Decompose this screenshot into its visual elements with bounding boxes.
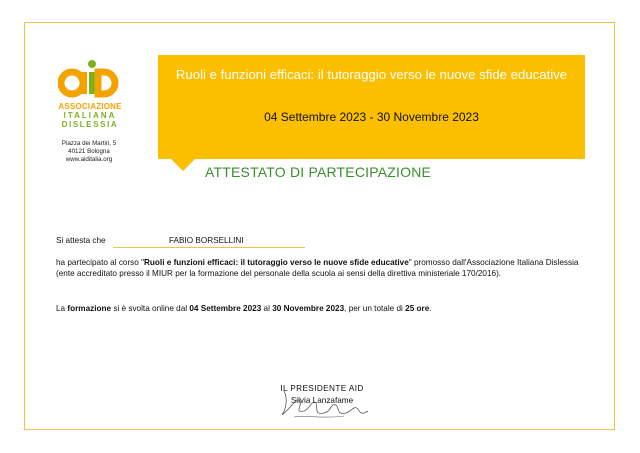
aid-logo [52,57,128,129]
banner-course-title: Ruoli e funzioni efficaci: il tutoraggio verso le nuove sfide educative [175,67,568,82]
p2-formazione: formazione [67,304,112,313]
p2-start-date: 04 Settembre 2023 [189,304,262,313]
handwritten-signature [274,385,374,425]
banner-pointer [171,159,195,171]
aid-logo-icon [58,57,122,101]
p2-text-a: La [56,304,68,313]
banner-dates: 04 Settembre 2023 - 30 Novembre 2023 [264,110,479,124]
president-name: Silvia Lanzafame [290,396,354,405]
p1-text-b: " promosso dall'Associazione Italiana Dislessia (ente accreditato presso il MIUR per la formazione del personale della scuola ai sensi della direttiva ministeriale 170/2016). [56,258,579,278]
training-paragraph [56,303,586,314]
address-city: 40121 Bologna [68,148,110,155]
logo-org-line3: DISLESSIA [61,120,119,129]
certificate-title: ATTESTATO DI PARTECIPAZIONE [205,164,432,180]
participation-paragraph [56,257,586,279]
logo-org-line1: ASSOCIAZIONE [58,102,122,111]
address-block [46,140,132,164]
p2-text-b: si è svolta online dal [111,304,190,313]
p1-text-a: ha partecipato al corso " [56,258,145,267]
president-role: IL PRESIDENTE AID [280,384,364,393]
attesta-label: Si attesta che [56,236,106,245]
p2-hours: 25 ore [405,304,430,313]
address-website: www.aiditalia.org [65,156,113,163]
p1-course-name: Ruoli e funzioni efficaci: il tutoraggio verso le nuove sfide educative [144,258,409,267]
p2-text-c: al [261,304,273,313]
logo-org-line2: ITALIANA [63,111,117,120]
address-street: Piazza dei Martiri, 5 [61,140,117,147]
p2-text-e: . [429,304,432,313]
p2-text-d: , per un totale di [344,304,406,313]
p2-end-date: 30 Novembre 2023 [272,304,345,313]
recipient-name: FABIO BORSELLINI [113,236,305,248]
